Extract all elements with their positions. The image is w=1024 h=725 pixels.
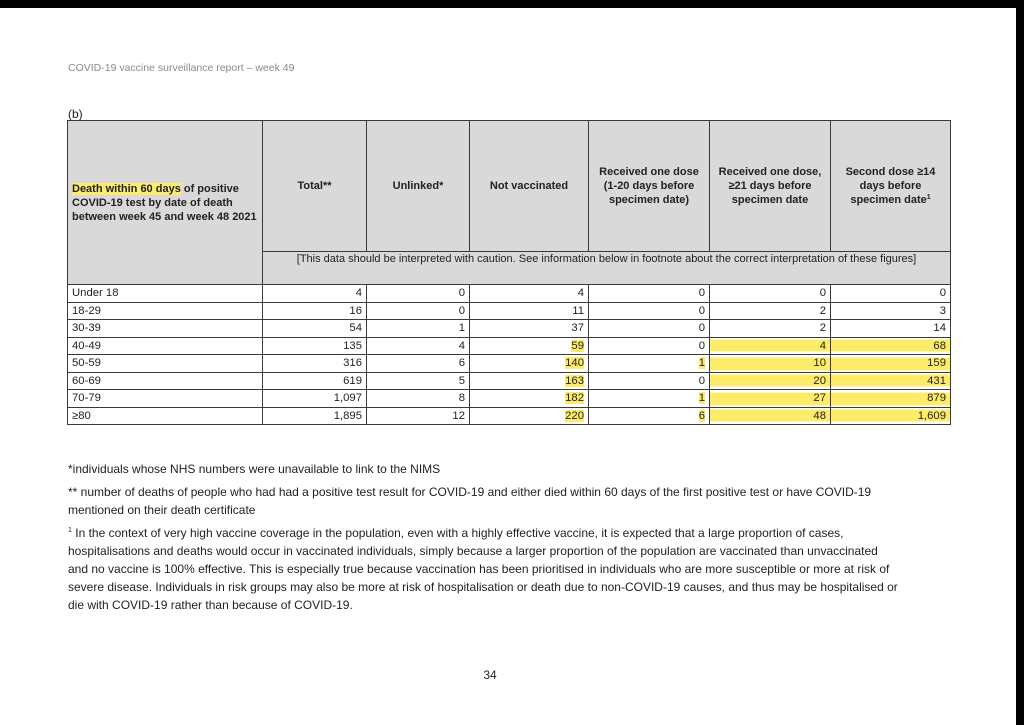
- cell-value: 59: [571, 339, 584, 352]
- footnote-total: ** number of deaths of people who had had a positive test result for COVID-19 and either died within 60 days of the first positive test or have COVID-19 mentioned on their death certificate: [68, 485, 872, 517]
- cell-unlinked: [367, 302, 470, 320]
- cell-unlinked: [367, 320, 470, 338]
- cell-value: 6: [458, 357, 465, 370]
- cell-value: 2: [819, 304, 826, 317]
- cell-value: 0: [819, 287, 826, 300]
- cell-value: 11: [572, 304, 584, 317]
- cell-value: 431: [927, 374, 946, 387]
- cell-value: 0: [698, 287, 705, 300]
- cell-second-dose: [831, 355, 951, 373]
- cell-not-vaccinated: [470, 320, 589, 338]
- cell-value: 0: [698, 339, 705, 352]
- cell-value: 0: [698, 322, 705, 335]
- cell-one-dose-21plus: [710, 372, 831, 390]
- cell-one-dose-1-20: [589, 320, 710, 338]
- cell-value: 220: [565, 409, 584, 422]
- cell-one-dose-1-20: [589, 302, 710, 320]
- document-page: [0, 8, 1016, 725]
- cell-value: 879: [927, 392, 946, 405]
- table-row: [68, 320, 951, 338]
- table-row: [68, 285, 951, 303]
- cell-value: 0: [458, 304, 465, 317]
- cell-total: [263, 285, 367, 303]
- age-group-cell: 50-59: [68, 355, 263, 373]
- cell-value: 140: [565, 357, 584, 370]
- age-group-cell: 18-29: [68, 302, 263, 320]
- cell-unlinked: [367, 372, 470, 390]
- cell-second-dose: [831, 390, 951, 408]
- table-label: (b): [68, 107, 83, 121]
- cell-value: 182: [565, 392, 584, 405]
- cell-value: 1,895: [333, 409, 362, 422]
- age-group-cell: 30-39: [68, 320, 263, 338]
- cell-value: 0: [698, 374, 705, 387]
- column-header-unlinked: Unlinked*: [367, 121, 470, 252]
- column-header-one-dose-21plus: Received one dose, ≥21 days before specimen date: [710, 121, 831, 252]
- cell-value: 0: [939, 287, 946, 300]
- age-group-cell: Under 18: [68, 285, 263, 303]
- cell-second-dose: [831, 320, 951, 338]
- table-row: [68, 407, 951, 425]
- cell-value: 4: [355, 287, 362, 300]
- cell-total: [263, 302, 367, 320]
- cell-value: 316: [343, 357, 362, 370]
- cell-second-dose: [831, 407, 951, 425]
- table-row: [68, 337, 951, 355]
- running-header: COVID-19 vaccine surveillance report – week 49: [68, 62, 295, 74]
- cell-value: 1: [698, 392, 705, 405]
- cell-second-dose: [831, 302, 951, 320]
- cell-value: 1,097: [333, 392, 362, 405]
- cell-value: 6: [698, 409, 705, 422]
- cell-one-dose-21plus: [710, 337, 831, 355]
- cell-value: 3: [939, 304, 946, 317]
- cell-value: 68: [933, 339, 946, 352]
- cell-value: 159: [927, 357, 946, 370]
- deaths-by-vaccination-table: [67, 120, 951, 425]
- cell-one-dose-1-20: [589, 285, 710, 303]
- cell-value: 48: [813, 409, 826, 422]
- cell-unlinked: [367, 337, 470, 355]
- footnote-one: $^1$ In the context of very high vaccine coverage in the population, even with a highly effective vaccine, it is expected that a large proportion of cases, hospitalisations and deaths would occur in vaccinated individuals, simply because a larger proportion of the population are vaccinated than unvaccinated and no vaccine is 100% effective. This is especially true because vaccination has been prioritised in individuals who are more susceptible or more at risk of severe disease. Individuals in risk groups may also be more at risk of hospitalisation or death due to non-COVID-19 causes, and thus may be hospitalised or die with COVID-19 rather than because of COVID-19.: [68, 526, 898, 612]
- column-header-second-dose: Second dose ≥14 days before specimen date$^1$: [831, 121, 951, 252]
- cell-value: 1: [458, 322, 465, 335]
- cell-one-dose-21plus: [710, 302, 831, 320]
- table-row: [68, 372, 951, 390]
- footnotes: [68, 460, 898, 619]
- cell-value: 1: [698, 357, 705, 370]
- cell-unlinked: [367, 355, 470, 373]
- cell-unlinked: [367, 390, 470, 408]
- footnote-marker: 1: [926, 194, 931, 201]
- cell-value: 5: [458, 374, 465, 387]
- cell-one-dose-21plus: [710, 390, 831, 408]
- cell-value: 37: [571, 322, 584, 335]
- table-row: [68, 355, 951, 373]
- cell-value: 1,609: [917, 409, 946, 422]
- cell-not-vaccinated: [470, 285, 589, 303]
- cell-not-vaccinated: [470, 337, 589, 355]
- caution-note: [This data should be interpreted with caution. See information below in footnote about the correct interpretation of these figures]: [263, 252, 951, 285]
- cell-value: 619: [343, 374, 362, 387]
- cell-value: 16: [349, 304, 362, 317]
- cell-not-vaccinated: [470, 372, 589, 390]
- age-group-cell: ≥80: [68, 407, 263, 425]
- cell-one-dose-1-20: [589, 407, 710, 425]
- age-group-cell: 60-69: [68, 372, 263, 390]
- cell-value: 20: [813, 374, 826, 387]
- cell-value: 4: [458, 339, 465, 352]
- cell-total: [263, 407, 367, 425]
- cell-value: 0: [698, 304, 705, 317]
- cell-one-dose-1-20: [589, 372, 710, 390]
- cell-total: [263, 390, 367, 408]
- table-row: [68, 302, 951, 320]
- cell-one-dose-21plus: [710, 407, 831, 425]
- footnote-unlinked: *individuals whose NHS numbers were unavailable to link to the NIMS: [68, 462, 441, 476]
- cell-not-vaccinated: [470, 407, 589, 425]
- cell-value: 27: [813, 392, 826, 405]
- cell-second-dose: [831, 372, 951, 390]
- cell-total: [263, 320, 367, 338]
- cell-value: 135: [343, 339, 362, 352]
- cell-unlinked: [367, 407, 470, 425]
- cell-second-dose: [831, 337, 951, 355]
- cell-unlinked: [367, 285, 470, 303]
- age-group-cell: 70-79: [68, 390, 263, 408]
- cell-value: 54: [349, 322, 362, 335]
- column-header-one-dose-1-20: Received one dose (1-20 days before specimen date): [589, 121, 710, 252]
- cell-value: 8: [458, 392, 465, 405]
- column-header-not-vaccinated: Not vaccinated: [470, 121, 589, 252]
- cell-value: 163: [565, 374, 584, 387]
- cell-value: 2: [819, 322, 826, 335]
- cell-value: 14: [933, 322, 946, 335]
- cell-second-dose: [831, 285, 951, 303]
- cell-value: 4: [577, 287, 584, 300]
- cell-one-dose-1-20: [589, 337, 710, 355]
- cell-one-dose-21plus: [710, 320, 831, 338]
- cell-one-dose-21plus: [710, 355, 831, 373]
- cell-total: [263, 372, 367, 390]
- table-body: [68, 285, 951, 425]
- cell-total: [263, 355, 367, 373]
- cell-not-vaccinated: [470, 302, 589, 320]
- page-number: 34: [483, 668, 497, 682]
- cell-not-vaccinated: [470, 355, 589, 373]
- age-group-cell: 40-49: [68, 337, 263, 355]
- footnote-one-marker: 1: [68, 527, 72, 534]
- cell-value: 10: [813, 357, 826, 370]
- cell-not-vaccinated: [470, 390, 589, 408]
- cell-value: 0: [458, 287, 465, 300]
- cell-value: 12: [452, 409, 465, 422]
- row-header-cell: [68, 121, 263, 285]
- cell-value: 4: [819, 339, 826, 352]
- cell-one-dose-21plus: [710, 285, 831, 303]
- cell-total: [263, 337, 367, 355]
- table-row: [68, 390, 951, 408]
- column-header-total: Total**: [263, 121, 367, 252]
- highlighted-phrase: Death within 60 days: [72, 182, 181, 195]
- cell-one-dose-1-20: [589, 390, 710, 408]
- row-header-text: of positive COVID-19 test by date of death between week 45 and week 48 2021: [72, 182, 257, 223]
- table-header-row: [68, 121, 951, 252]
- cell-one-dose-1-20: [589, 355, 710, 373]
